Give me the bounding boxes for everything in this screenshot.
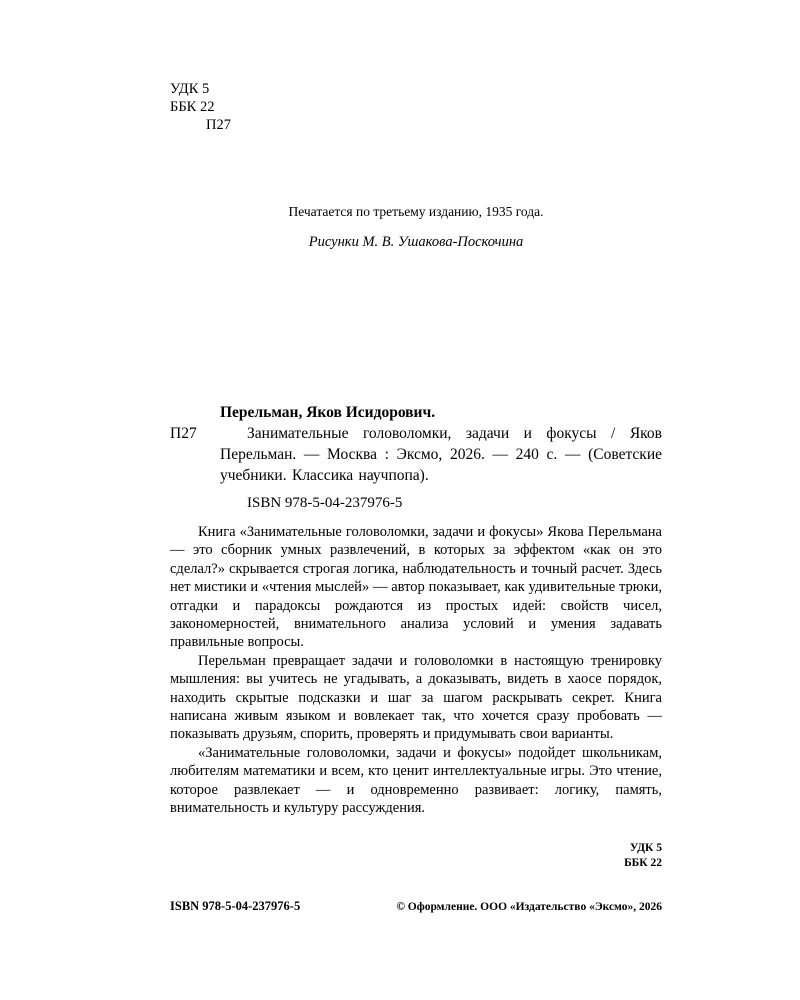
illustrations-prefix: Рисунки [308,234,363,250]
annotation [170,523,662,818]
author-sign-card: П27 [170,425,197,442]
author-heading: Перельман, Яков Исидорович. [220,404,436,421]
footer-copyright: © Оформление. ООО «Издательство «Эксмо», 2026 [396,901,662,913]
isbn-line: ISBN 978-5-04-237976-5 [247,495,403,511]
bottom-classification-codes [170,841,662,871]
footer [170,899,662,914]
bbk-code-top: ББК 22 [170,99,215,115]
catalog-card [170,402,662,818]
udk-code-bottom: УДК 5 [629,842,662,854]
bibliographic-description [170,423,662,486]
illustrations-artist: М. В. Ушакова-Поскочина [362,234,524,250]
illustrations-credit [170,234,662,251]
bbk-code-bottom: ББК 22 [624,857,662,869]
annotation-paragraph-3: «Занимательные головоломки, задачи и фокусы» подойдет школьникам, любителям математики и всем, кто ценит интеллектуальные игры. Это чтение, которое развлекает — и одновременно развивает: логику, память, внимательность и культуру рассуждения. [170,744,662,817]
udk-code-top: УДК 5 [170,81,210,97]
bibliographic-description-text: Занимательные головоломки, задачи и фокусы / Яков Перельман. — Москва : Эксмо, 2026. — 240 с. — (Советские учебники. Классика научпопа). [220,425,662,484]
footer-isbn: ISBN 978-5-04-237976-5 [170,899,301,913]
edition-note: Печатается по третьему изданию, 1935 года. [288,204,544,219]
author-sign-top: П27 [206,117,231,133]
annotation-paragraph-2: Перельман превращает задачи и головоломки в настоящую тренировку мышления: вы учитесь не угадывать, а доказывать, видеть в хаосе порядок, находить скрытые подсказки и шаг за шагом раскрывать секрет. Книга написана живым языком и вовлекает так, что хочется сразу пробовать — показывать друзьям, спорить, проверять и придумывать свои варианты. [170,652,662,743]
annotation-paragraph-1: Книга «Занимательные головоломки, задачи и фокусы» Якова Перельмана — это сборник умных развлечений, в которых за эффектом «как он это сделал?» скрывается строгая логика, наблюдательность и точный расчет. Здесь нет мистики и «чтения мыслей» — автор показывает, как удивительные трюки, отгадки и парадоксы рождаются из простых идей: свойств чисел, закономерностей, внимательного анализа условий и умения задавать правильные вопросы. [170,524,662,651]
top-classification-codes [170,80,662,134]
